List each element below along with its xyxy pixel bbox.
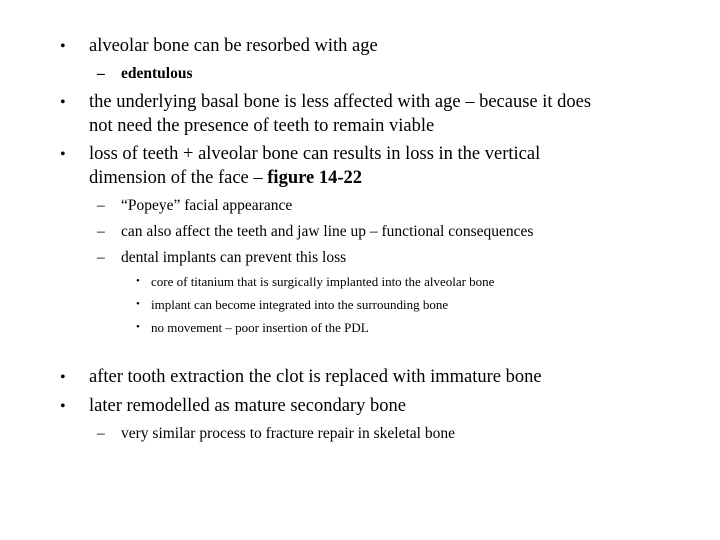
bullet-text: alveolar bone can be resorbed with age [89,36,378,56]
figure-reference: figure 14-22 [267,168,362,188]
bullet-clot-replaced [60,364,542,391]
subsub-bullet-text: core of titanium that is surgically implanted into the alveolar bone [151,274,495,289]
bullet-marker: • [60,146,66,163]
bullet-text: loss of teeth + alveolar bone can results in loss in the vertical [89,144,541,164]
sub-bullet-text: edentulous [121,65,193,82]
dash-marker: – [97,249,105,266]
bullet-text: later remodelled as mature secondary bone [89,396,406,416]
bullet-marker: • [60,94,66,111]
sub-bullet-text: can also affect the teeth and jaw line up – functional consequences [121,223,534,240]
subsub-bullet-no-movement [136,316,369,339]
dash-marker: – [97,65,105,82]
dash-marker: – [97,223,105,240]
bullet-text-wrap [60,165,362,192]
small-bullet-marker: • [136,275,140,287]
dash-marker: – [97,197,105,214]
sub-bullet-edentulous [97,61,193,86]
subsub-bullet-text: implant can become integrated into the surrounding bone [151,297,449,312]
sub-bullet-jaw-line [97,219,533,244]
bullet-basal-bone [60,89,591,116]
bullet-loss-of-teeth [60,141,540,168]
bullet-marker: • [60,38,66,55]
sub-bullet-text: very similar process to fracture repair in skeletal bone [121,425,455,442]
sub-bullet-text: dental implants can prevent this loss [121,249,347,266]
dash-marker: – [97,425,105,442]
bullet-text: dimension of the face – [89,168,268,188]
bullet-text: after tooth extraction the clot is replaced with immature bone [89,367,542,387]
bullet-marker: • [60,398,66,415]
small-bullet-marker: • [136,321,140,333]
bullet-basal-bone-cont [60,113,434,140]
bullet-loss-of-teeth-cont [60,165,362,192]
subsub-bullet-titanium [136,270,494,293]
bullet-text: not need the presence of teeth to remain viable [89,116,435,136]
small-bullet-marker: • [136,298,140,310]
bullet-marker: • [60,369,66,386]
bullet-alveolar-resorption [60,33,378,60]
sub-bullet-text: “Popeye” facial appearance [121,197,293,214]
subsub-bullet-text: no movement – poor insertion of the PDL [151,320,369,335]
sub-bullet-implants [97,245,346,270]
sub-bullet-popeye [97,193,292,218]
bullet-text: the underlying basal bone is less affected with age – because it does [89,92,592,112]
subsub-bullet-integrated [136,293,448,316]
sub-bullet-fracture-repair [97,421,455,446]
bullet-remodelled [60,393,406,420]
